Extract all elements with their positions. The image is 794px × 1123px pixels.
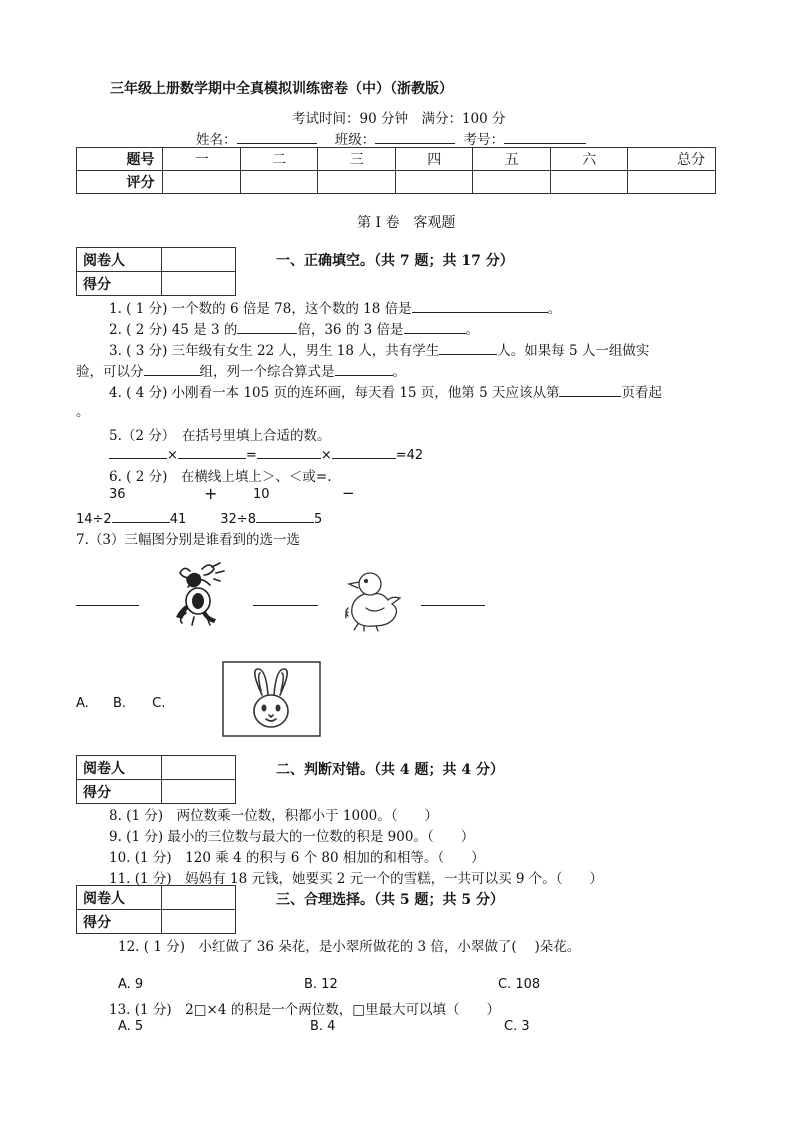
grader-box <box>76 885 236 934</box>
answer-blank[interactable] <box>178 444 246 459</box>
table-header-cell: 五 <box>473 148 551 171</box>
grader-box <box>76 247 236 296</box>
question-number: 9. (1 分) <box>109 829 164 845</box>
question-6-comparisons <box>76 508 322 527</box>
exam-info: 考试时间：90 分钟 满分：100 分 <box>292 111 506 127</box>
name-blank[interactable] <box>237 129 317 144</box>
answer-blank[interactable] <box>559 382 621 397</box>
grader-box <box>76 755 236 804</box>
reviewer-label: 阅卷人 <box>77 248 162 272</box>
section-title: 一、正确填空。（共 7 题；共 17 分） <box>276 253 514 269</box>
question-text: 在括号里填上合适的数。 <box>168 428 331 444</box>
expression: 41 <box>169 512 187 527</box>
table-header-cell: 题号 <box>77 148 163 171</box>
question-text: 人。如果每 5 人一组做实 <box>497 343 650 359</box>
score-table-score-row <box>77 171 716 194</box>
id-label: 考号： <box>463 132 505 148</box>
score-cell[interactable] <box>162 910 236 934</box>
table-header-cell: 二 <box>240 148 318 171</box>
score-cell[interactable] <box>473 171 551 194</box>
question-end: 。 <box>547 301 562 317</box>
q12-choice-b[interactable]: B. 12 <box>304 977 338 992</box>
question-text: 45 是 3 的 <box>171 322 238 338</box>
question-text: 在横线上填上＞、＜或=. <box>167 469 332 485</box>
score-cell[interactable] <box>550 171 628 194</box>
reviewer-cell[interactable] <box>162 248 236 272</box>
page-title: 三年级上册数学期中全真模拟训练密卷（中）（浙教版） <box>110 81 453 97</box>
question-end: 。 <box>392 364 406 380</box>
reviewer-cell[interactable] <box>162 886 236 910</box>
question-1 <box>109 297 561 317</box>
reviewer-cell[interactable] <box>162 756 236 780</box>
question-text: 2□×4 的积是一个两位数，□里最大可以填（ ） <box>171 1002 500 1018</box>
question-8 <box>109 804 438 824</box>
q6-plus: + <box>204 484 218 503</box>
times-sign: × <box>320 448 332 463</box>
question-text: 一个数的 6 倍是 78，这个数的 18 倍是 <box>167 301 412 317</box>
section-title: 二、判断对错。（共 4 题；共 4 分） <box>276 762 504 778</box>
score-cell[interactable] <box>318 171 396 194</box>
question-text: 小红做了 36 朵花，是小翠所做花的 3 倍，小翠做了( )朵花。 <box>184 939 581 955</box>
q6-number-2: 10 <box>253 487 270 502</box>
score-label: 得分 <box>77 780 162 804</box>
question-text: 120 乘 4 的积与 6 个 80 相加的和相等。（ ） <box>171 850 485 866</box>
table-header-cell: 总分 <box>628 148 716 171</box>
table-header-cell: 三 <box>318 148 396 171</box>
volume-title: 第 I 卷 客观题 <box>357 215 456 231</box>
score-cell[interactable] <box>162 272 236 296</box>
question-number: 4. ( 4 分) <box>109 385 168 401</box>
rabbit-front-view-image <box>222 661 321 737</box>
score-cell[interactable] <box>162 780 236 804</box>
question-12 <box>118 935 580 955</box>
question-text: 页看起 <box>621 385 662 401</box>
question-number: 1. ( 1 分) <box>109 301 168 317</box>
score-table-header-row <box>77 148 716 171</box>
equals-sign: = <box>245 448 257 463</box>
answer-blank[interactable] <box>112 508 170 523</box>
equation-result: =42 <box>395 448 424 463</box>
answer-blank[interactable] <box>404 319 466 334</box>
option-b[interactable]: B. <box>112 696 126 711</box>
answer-blank[interactable] <box>257 444 321 459</box>
question-text: 最小的三位数与最大的一位数的积是 900。（ ） <box>163 829 475 845</box>
times-sign: × <box>167 448 178 463</box>
score-label: 得分 <box>77 272 162 296</box>
q7-options <box>76 696 165 711</box>
answer-blank[interactable] <box>109 444 167 459</box>
question-7: 7.（3）三幅图分别是谁看到的选一选 <box>76 532 300 548</box>
question-number: 12. ( 1 分) <box>118 939 185 955</box>
expression: 5 <box>313 512 323 527</box>
q12-choice-a[interactable]: A. 9 <box>118 977 144 992</box>
question-text: 两位数乘一位数，积都小于 1000。（ ） <box>163 808 438 824</box>
question-number: 10. (1 分) <box>109 850 172 866</box>
question-text: 妈妈有 18 元钱，她要买 2 元一个的雪糕，一共可以买 9 个。（ ） <box>171 871 604 887</box>
q13-choice-c[interactable]: C. 3 <box>504 1019 530 1034</box>
table-row-label: 评分 <box>77 171 163 194</box>
answer-blank[interactable] <box>256 508 314 523</box>
question-text: 倍，36 的 3 倍是 <box>297 322 404 338</box>
expression: 14÷2 <box>76 512 112 527</box>
question-9 <box>109 825 474 845</box>
question-3-continued <box>76 360 406 380</box>
score-label: 得分 <box>77 910 162 934</box>
question-13 <box>109 998 500 1018</box>
score-cell[interactable] <box>163 171 241 194</box>
duck-image <box>342 568 408 632</box>
question-4 <box>109 381 662 401</box>
class-blank[interactable] <box>375 129 455 144</box>
question-4-end: 。 <box>76 404 90 420</box>
score-table <box>76 147 716 194</box>
question-number: 2. ( 2 分) <box>109 322 168 338</box>
question-3 <box>109 339 649 359</box>
answer-blank[interactable] <box>237 319 297 334</box>
name-label: 姓名： <box>196 132 237 148</box>
question-6 <box>109 465 332 485</box>
table-header-cell: 四 <box>395 148 473 171</box>
question-text: 验，可以分 <box>76 364 144 380</box>
table-header-cell: 六 <box>550 148 628 171</box>
expression: 32÷8 <box>220 512 256 527</box>
question-5-equation <box>109 444 423 463</box>
question-number: 11. (1 分) <box>109 871 172 887</box>
q6-number-1: 36 <box>109 487 126 502</box>
score-cell[interactable] <box>628 171 716 194</box>
question-number: 3. ( 3 分) <box>109 343 168 359</box>
answer-blank[interactable] <box>412 298 548 313</box>
answer-blank[interactable] <box>144 361 200 376</box>
question-number: 8. (1 分) <box>109 808 164 824</box>
question-5 <box>109 424 331 444</box>
answer-blank[interactable] <box>332 444 396 459</box>
section-title: 三、合理选择。（共 5 题；共 5 分） <box>276 892 504 908</box>
question-text: 小刚看一本 105 页的连环画，每天看 15 页，他第 5 天应该从第 <box>167 385 560 401</box>
question-number: 13. (1 分) <box>109 1002 172 1018</box>
score-cell[interactable] <box>395 171 473 194</box>
answer-blank[interactable] <box>76 591 139 606</box>
question-number: 5.（2 分） <box>109 428 169 444</box>
question-11 <box>109 867 603 887</box>
option-c[interactable]: C. <box>152 696 166 711</box>
question-text: 组，列一个综合算式是 <box>199 364 335 380</box>
reviewer-label: 阅卷人 <box>77 756 162 780</box>
id-blank[interactable] <box>504 129 586 144</box>
question-10 <box>109 846 485 866</box>
question-2 <box>109 318 479 338</box>
score-cell[interactable] <box>240 171 318 194</box>
q13-choice-a[interactable]: A. 5 <box>118 1019 144 1034</box>
answer-blank[interactable] <box>335 361 393 376</box>
table-header-cell: 一 <box>163 148 241 171</box>
option-a[interactable]: A. <box>76 696 89 711</box>
class-label: 班级： <box>334 132 376 148</box>
reviewer-label: 阅卷人 <box>77 886 162 910</box>
answer-blank[interactable] <box>421 591 485 606</box>
answer-blank[interactable] <box>439 340 497 355</box>
q12-choice-c[interactable]: C. 108 <box>498 977 541 992</box>
q6-minus: − <box>342 484 355 502</box>
dog-back-view-image <box>172 561 228 627</box>
question-number: 6. ( 2 分) <box>109 469 168 485</box>
question-text: 三年级有女生 22 人，男生 18 人，共有学生 <box>167 343 440 359</box>
answer-blank[interactable] <box>253 591 318 606</box>
question-end: 。 <box>465 322 479 338</box>
q13-choice-b[interactable]: B. 4 <box>310 1019 336 1034</box>
student-info-line <box>196 128 586 148</box>
